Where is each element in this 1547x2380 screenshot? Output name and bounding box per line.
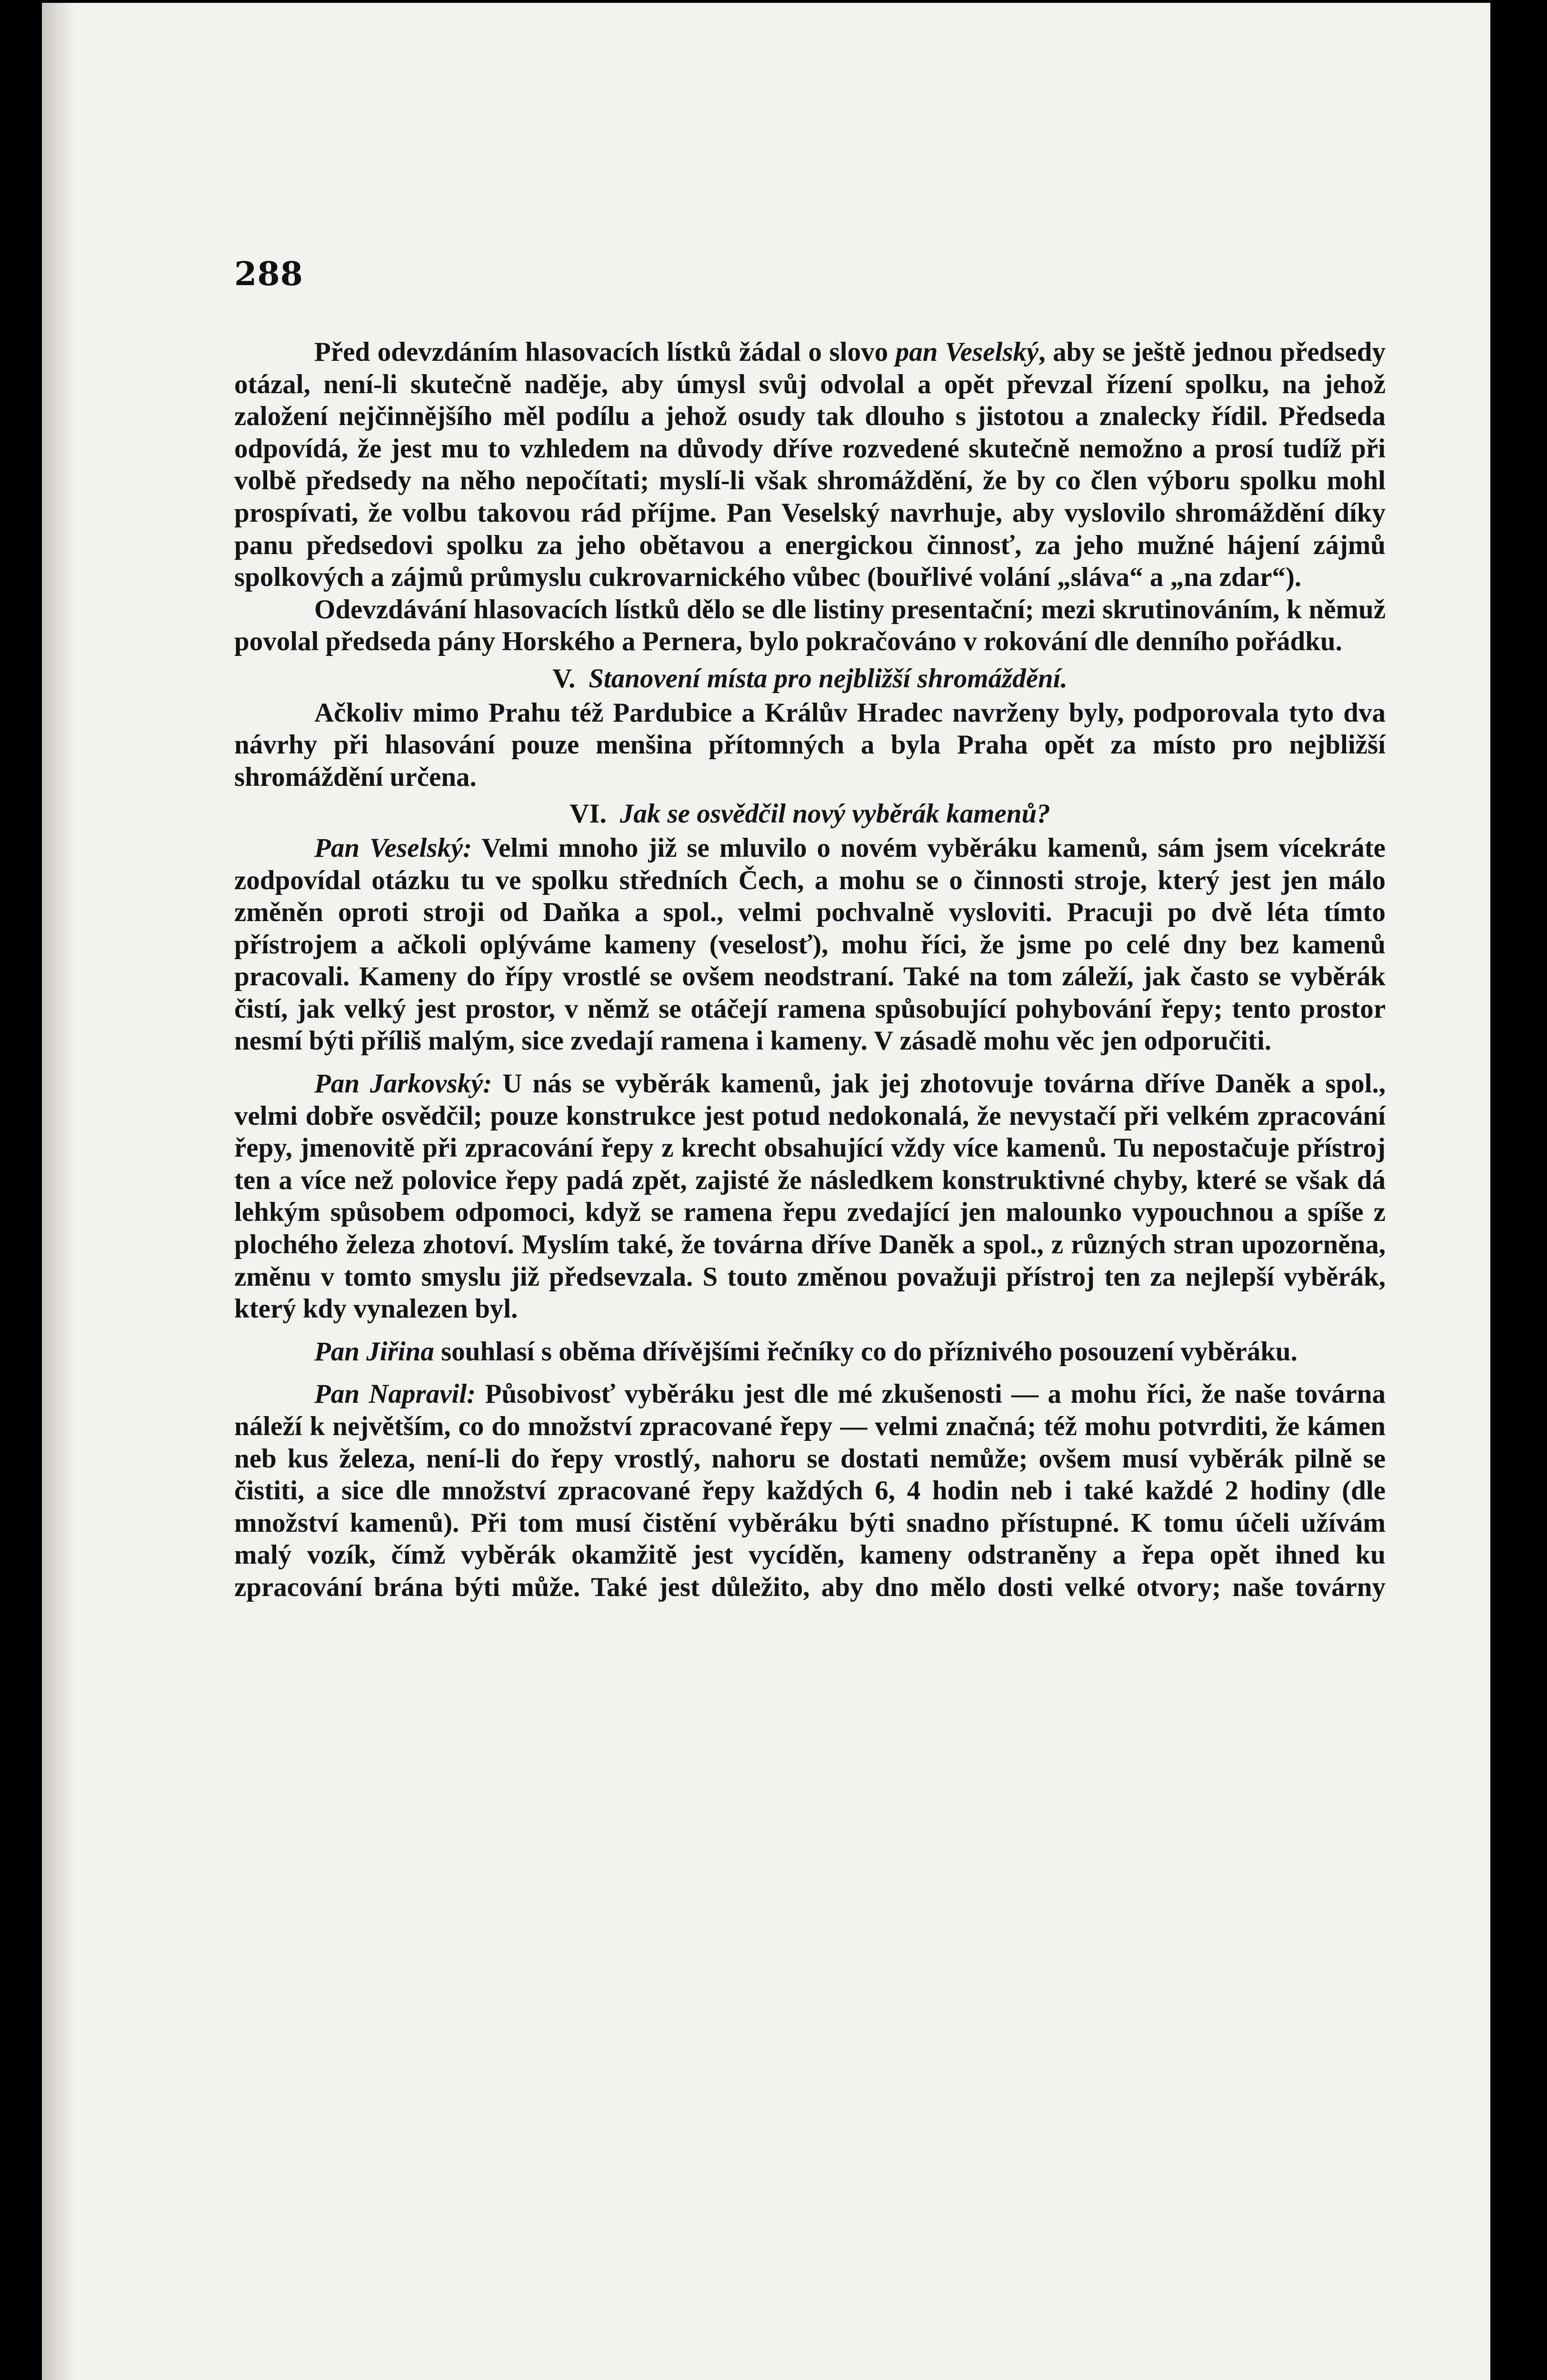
paragraph-text: U nás se vyběrák kamenů, jak jej zhotovuje továrna dříve Daněk a spol., velmi dobře osvědčil; pouze konstrukce jest potud nedokonalá, že nevystačí při velkém zpracování řepy, jmenovitě při zpracování řepy z krecht obsahující vždy více kamenů. Tu nepostačuje přístroj ten a více než polovice řepy padá zpět, zajisté že následkem konstruktivné chyby, které se však dá lehkým spůsobem odpomoci, když se ramena řepu zvedající jen malounko vypouchnou a spíše z plochého železa zhotoví. Myslím také, že továrna dříve Daněk a spol., z různých stran upozorněna, změnu v tomto smyslu již předsevzala. S touto změnou považuji přístroj ten za nejlepší vyběrák, který kdy vynalezen byl. [234,1069,1386,1324]
page-number: 288 [234,255,303,293]
speaker-name: Pan Napravil: [314,1379,476,1409]
paragraph-veselsky [234,832,1386,1057]
speaker-name: Pan Jiřina [314,1336,434,1367]
paragraph-election-intro [234,336,1386,594]
paragraph-text: souhlasí s oběma dřívějšími řečníky co do příznivého posouzení vyběráku. [434,1336,1297,1367]
speaker-name: Pan Veselský: [314,833,472,863]
paragraph-meeting-place: Ačkoliv mimo Prahu též Pardubice a Králův Hradec navrženy byly, podporovala tyto dva návrhy při hlasování pouze menšina přítomných a byla Praha opět za místo pro nejbližší shromáždění určena. [234,697,1386,792]
section-heading-v [234,663,1386,695]
section-number: V. [552,663,576,694]
paragraph-ballot-count: Odevzdávání hlasovacích lístků dělo se dle listiny presentační; mezi skrutinováním, k němuž povolal předseda pány Horského a Pernera, bylo pokračováno v rokování dle denního pořádku. [234,594,1386,657]
paragraph-text: Působivosť vyběráku jest dle mé zkušenosti — a mohu říci, že naše továrna náleží k největším, co do množství zpracované řepy — velmi značná; též mohu potvrditi, že kámen neb kus železa, není-li do řepy vrostlý, nahoru se dostati nemůže; ovšem musí vyběrák pilně se čistiti, a sice dle množství zpracované řepy každých 6, 4 hodin neb i také každé 2 hodiny (dle množství kamenů). Při tom musí čistění vyběráku býti snadno přístupné. K tomu účeli užívám malý vozík, čímž vyběrák okamžitě jest vycíděn, kameny odstraněny a řepa opět ihned ku zpracování brána býti může. Také jest důležito, aby dno mělo dosti velké otvory; naše továrny [234,1379,1386,1602]
paragraph-text: , aby se ještě jednou předsedy otázal, není-li skutečně naděje, aby úmysl svůj odvolal a opět převzal řízení spolku, na jehož založení nejčinnějšího měl podílu a jehož osudy tak dlouho s jistotou a znalecky řídil. Předseda odpovídá, že jest mu to vzhledem na důvody dříve rozvedené skutečně nemožno a prosí tudíž při volbě předsedy na něho nepočítati; myslí-li však shromáždění, že by co člen výboru spolku mohl prospívati, že volbu takovou rád příjme. Pan Veselský navrhuje, aby vyslovilo shromáždění díky panu předsedovi spolku za jeho obětavou a energickou činnosť, za jeho mužné hájení zájmů spolkových a zájmů průmyslu cukrovarnického vůbec (bouřlivé volání „sláva“ a „na zdar“). [234,337,1386,593]
section-number: VI. [569,799,607,829]
paragraph-jirina [234,1336,1386,1368]
paragraph-text: Před odevzdáním hlasovacích lístků žádal o slovo [314,337,896,367]
paragraph-jarkovsky [234,1068,1386,1325]
spine-shadow [42,3,75,2380]
paragraph-napravil [234,1378,1386,1603]
book-page [42,3,1490,2380]
body-text [234,336,1386,1604]
paragraph-text: Velmi mnoho již se mluvilo o novém vyběráku kamenů, sám jsem vícekráte zodpovídal otázku tu ve spolku středních Čech, a mohu se o činnosti stroje, který jest jen málo změněn oproti stroji od Daňka a spol., velmi pochvalně vysloviti. Pracuji po dvě léta tímto přístrojem a ačkoli oplýváme kameny (veselosť), mohu říci, že jsme po celé dny bez kamenů pracovali. Kameny do řípy vrostlé se ovšem neodstraní. Také na tom záleží, jak často se vyběrák čistí, jak velký jest prostor, v němž se otáčejí ramena spůsobující pohybování řepy; tento prostor nesmí býti příliš malým, sice zvedají ramena i kameny. V zásadě mohu věc jen odporučiti. [234,833,1386,1056]
speaker-name: pan Veselský [895,337,1039,367]
section-heading-vi [234,798,1386,830]
section-title: Jak se osvědčil nový vyběrák kamenů? [619,799,1050,829]
speaker-name: Pan Jarkovský: [314,1069,492,1099]
section-title: Stanovení místa pro nejbližší shromáždění. [589,663,1068,694]
